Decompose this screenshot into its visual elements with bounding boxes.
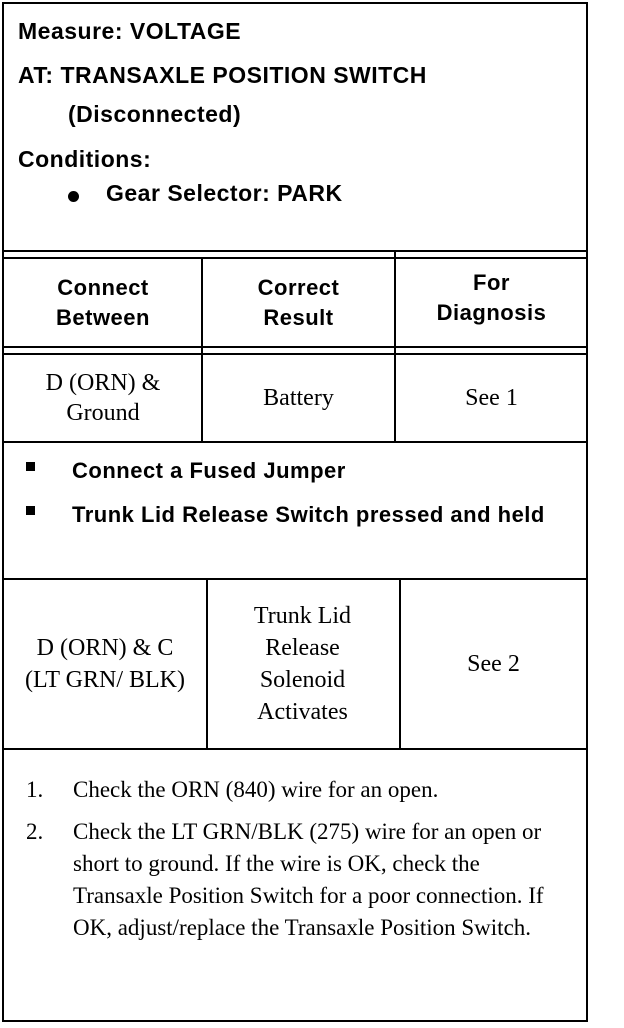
column-header-result	[202, 259, 395, 346]
measure-label: Measure: VOLTAGE	[18, 18, 242, 44]
divider	[4, 250, 586, 252]
column-header-result-text: Correct Result	[257, 274, 340, 330]
table-row-2-result	[206, 580, 399, 748]
column-header-diagnosis	[395, 254, 588, 341]
table-row-2-diagnosis: See 2	[467, 651, 520, 677]
column-divider	[206, 578, 208, 750]
note-text: Check the LT GRN/BLK (275) wire for an open or short to ground. If the wire is OK, check the Transaxle Position Switch for a poor connection. If OK, adjust/replace the Transaxle Position Switch.	[73, 819, 544, 940]
bullet-dot-icon	[68, 191, 79, 202]
column-divider	[201, 257, 203, 443]
instruction-item	[26, 496, 586, 534]
table-row-1-connect	[4, 355, 202, 441]
divider	[4, 346, 586, 348]
at-label: AT: TRANSAXLE POSITION SWITCH	[18, 62, 427, 88]
square-bullet-icon	[26, 506, 35, 515]
table-row-2-connect-text: D (ORN) & C (LT GRN/ BLK)	[24, 635, 185, 693]
column-header-connect-text: Connect Between	[56, 274, 150, 330]
note-number: 1.	[26, 777, 44, 802]
table-row-1-diagnosis: See 1	[465, 385, 518, 411]
column-header-connect	[4, 259, 202, 346]
instruction-text: Connect a Fused Jumper	[72, 458, 346, 483]
table-row-1-result: Battery	[263, 385, 334, 411]
instruction-text: Trunk Lid Release Switch pressed and held	[72, 502, 545, 527]
note-text: Check the ORN (840) wire for an open.	[73, 777, 439, 802]
instruction-item	[26, 452, 346, 490]
note-item-1	[26, 774, 582, 806]
table-row-1-connect-text: D (ORN) & Ground	[45, 370, 161, 426]
column-header-diagnosis-text: For Diagnosis	[436, 269, 547, 325]
divider	[4, 748, 586, 750]
square-bullet-icon	[26, 462, 35, 471]
at-sub-label: (Disconnected)	[68, 101, 242, 127]
note-item-2	[26, 816, 582, 944]
diagnostic-table-frame	[2, 2, 588, 1022]
note-number: 2.	[26, 819, 44, 844]
condition-item: Gear Selector: PARK	[106, 180, 343, 206]
column-divider	[394, 252, 396, 443]
column-divider	[399, 578, 401, 750]
conditions-label: Conditions:	[18, 146, 152, 172]
table-row-2-result-text: Trunk Lid Release Solenoid Activates	[253, 603, 352, 725]
divider	[4, 441, 586, 443]
table-row-2-connect	[4, 580, 206, 748]
